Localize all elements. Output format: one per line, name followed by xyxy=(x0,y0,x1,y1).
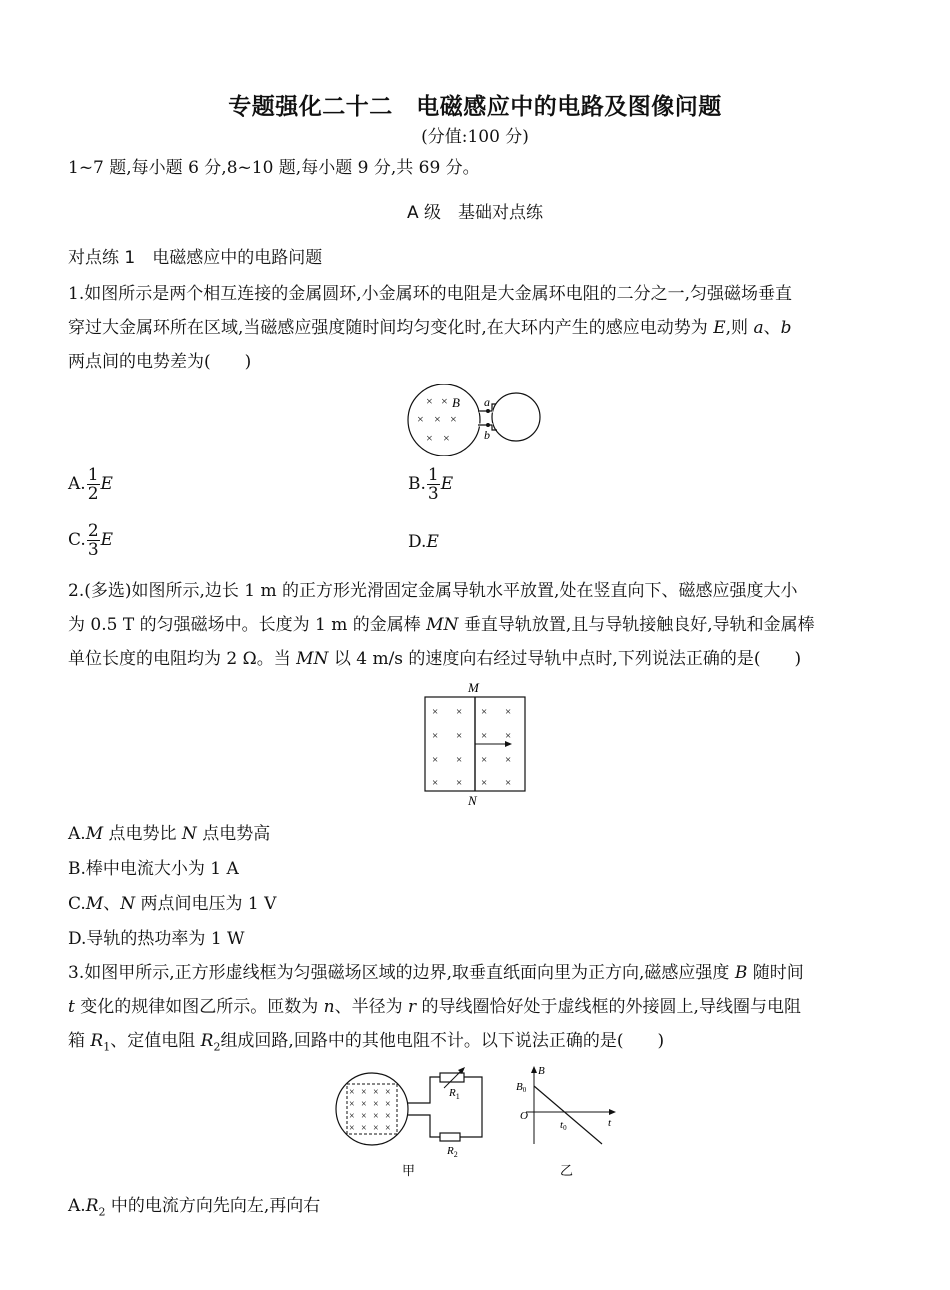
svg-text:×: × xyxy=(481,706,488,718)
svg-text:×: × xyxy=(361,1123,367,1134)
svg-text:×: × xyxy=(450,412,457,426)
svg-text:×: × xyxy=(349,1087,355,1098)
q1-option-c[interactable]: C. $\frac{2}{3}$ E xyxy=(68,521,114,560)
label-t0: t0 xyxy=(560,1119,567,1132)
q1-ring-figure xyxy=(400,384,550,456)
q2-option-b[interactable]: B.棒中电流大小为 1 A xyxy=(68,859,239,879)
svg-text:×: × xyxy=(441,394,448,408)
label-origin: O xyxy=(520,1110,528,1122)
q2-line1: 2.(多选)如图所示,边长 1 m 的正方形光滑固定金属导轨水平放置,处在竖直向下、磁感应强度大小 xyxy=(68,581,798,601)
svg-text:×: × xyxy=(361,1099,367,1110)
svg-text:×: × xyxy=(373,1099,379,1110)
svg-text:×: × xyxy=(373,1111,379,1122)
label-B0: B0 xyxy=(516,1081,527,1094)
field-crosses xyxy=(349,1087,391,1134)
q1-option-b[interactable]: B. $\frac{1}{3}$ E xyxy=(408,465,454,504)
b-t-line xyxy=(534,1086,602,1144)
svg-text:×: × xyxy=(505,754,512,766)
svg-text:×: × xyxy=(361,1111,367,1122)
section-heading: 对点练 1 电磁感应中的电路问题 xyxy=(68,248,323,268)
q2-line2: 为 0.5 T 的匀强磁场中。长度为 1 m 的金属棒 MN 垂直导轨放置,且与导轨接触良好,导轨和金属棒 xyxy=(68,615,815,635)
svg-text:×: × xyxy=(417,412,424,426)
q1-line1: 1.如图所示是两个相互连接的金属圆环,小金属环的电阻是大金属环电阻的二分之一,匀强磁场垂直 xyxy=(68,284,793,304)
q2-option-a[interactable]: A.M 点电势比 N 点电势高 xyxy=(68,824,271,844)
q1-option-a[interactable]: A. $\frac{1}{2}$ E xyxy=(68,465,113,504)
svg-text:×: × xyxy=(426,394,433,408)
point-b xyxy=(486,423,490,427)
svg-text:×: × xyxy=(373,1087,379,1098)
point-a xyxy=(486,409,490,413)
svg-text:×: × xyxy=(505,730,512,742)
q1-line2: 穿过大金属环所在区域,当磁感应强度随时间均匀变化时,在大环内产生的感应电动势为 E,则 a、b xyxy=(68,318,792,338)
field-crosses xyxy=(432,706,511,789)
q2-option-c[interactable]: C.M、N 两点间电压为 1 V xyxy=(68,894,277,914)
q1-option-d[interactable]: D.E xyxy=(408,532,439,552)
question-3 xyxy=(68,956,883,1064)
scoring-note: 1~7 题,每小题 6 分,8~10 题,每小题 9 分,共 69 分。 xyxy=(68,158,480,178)
q2-option-d[interactable]: D.导轨的热功率为 1 W xyxy=(68,929,245,949)
svg-text:×: × xyxy=(456,706,463,718)
svg-text:×: × xyxy=(505,777,512,789)
svg-text:×: × xyxy=(432,706,439,718)
level-heading: A 级 基础对点练 xyxy=(406,203,544,223)
q3-figure-jia xyxy=(332,1065,492,1180)
svg-text:×: × xyxy=(361,1087,367,1098)
svg-text:×: × xyxy=(481,730,488,742)
axis-label-t: t xyxy=(608,1117,612,1129)
svg-text:×: × xyxy=(385,1099,391,1110)
circuit-wire xyxy=(408,1077,482,1137)
q2-rail-figure xyxy=(418,679,533,809)
label-N: N xyxy=(468,793,477,808)
svg-text:×: × xyxy=(349,1111,355,1122)
label-M: M xyxy=(468,680,479,695)
svg-text:×: × xyxy=(481,777,488,789)
label-a: a xyxy=(484,395,490,409)
label-b: b xyxy=(484,428,490,442)
svg-text:×: × xyxy=(456,777,463,789)
svg-text:×: × xyxy=(456,754,463,766)
svg-text:×: × xyxy=(443,431,450,445)
resistor-R2 xyxy=(440,1133,460,1141)
svg-text:×: × xyxy=(349,1099,355,1110)
q3-line1: 3.如图甲所示,正方形虚线框为匀强磁场区域的边界,取垂直纸面向里为正方向,磁感应强度 B 随时间 xyxy=(68,963,804,983)
svg-text:×: × xyxy=(481,754,488,766)
question-2 xyxy=(68,574,883,676)
caption-jia: 甲 xyxy=(402,1163,416,1178)
svg-text:×: × xyxy=(456,730,463,742)
svg-text:×: × xyxy=(385,1123,391,1134)
label-R2: $R_2$ xyxy=(447,1145,458,1159)
small-ring xyxy=(492,393,540,441)
svg-text:×: × xyxy=(432,730,439,742)
svg-text:×: × xyxy=(385,1087,391,1098)
page-title: 专题强化二十二 电磁感应中的电路及图像问题 xyxy=(228,94,722,120)
svg-text:×: × xyxy=(373,1123,379,1134)
caption-yi: 乙 xyxy=(560,1163,574,1178)
axis-label-B: B xyxy=(538,1065,545,1077)
q2-line3: 单位长度的电阻均为 2 Ω。当 MN 以 4 m/s 的速度向右经过导轨中点时,下列说法正确的是( ) xyxy=(68,649,802,669)
q3-option-a[interactable]: $A.R_2$ 中的电流方向先向左,再向右 xyxy=(68,1196,321,1219)
question-1 xyxy=(68,277,883,379)
svg-text:×: × xyxy=(432,754,439,766)
svg-text:×: × xyxy=(426,431,433,445)
label-B: B xyxy=(452,395,460,410)
svg-text:×: × xyxy=(434,412,441,426)
svg-text:×: × xyxy=(505,706,512,718)
q3-line3: 箱 $R_1$、定值电阻 $R_2$组成回路,回路中的其他电阻不计。以下说法正确的是( ) xyxy=(68,1031,665,1054)
svg-text:×: × xyxy=(349,1123,355,1134)
score-note: (分值:100 分) xyxy=(421,127,529,147)
q3-figure-yi xyxy=(512,1062,622,1180)
svg-text:×: × xyxy=(432,777,439,789)
q1-line3: 两点间的电势差为( ) xyxy=(68,352,252,372)
svg-text:×: × xyxy=(385,1111,391,1122)
label-R1: $R_1$ xyxy=(449,1087,460,1101)
field-crosses xyxy=(417,394,457,445)
q3-line2: t 变化的规律如图乙所示。匝数为 n、半径为 r 的导线圈恰好处于虚线框的外接圆上,导线圈与电阻 xyxy=(68,997,801,1017)
